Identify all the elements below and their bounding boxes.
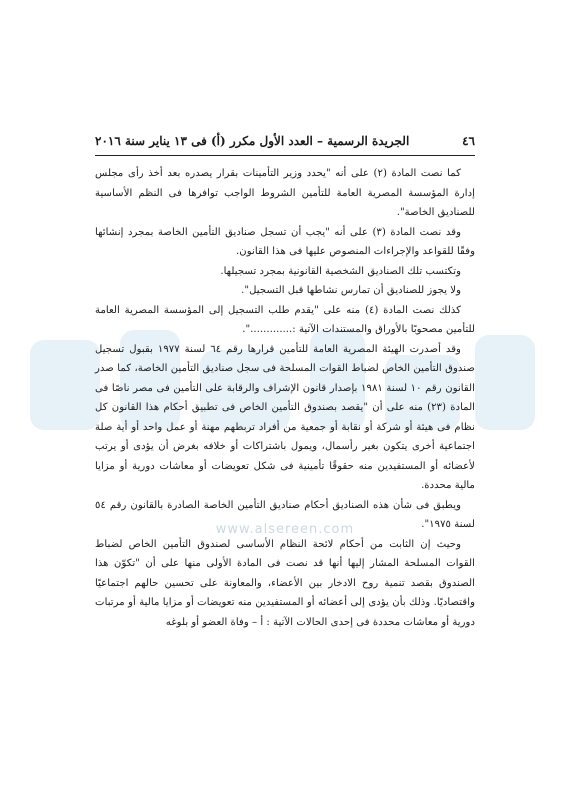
page-number: ٤٦ xyxy=(462,134,475,148)
paragraph: وقد أصدرت الهيئة المصرية العامة للتأمين قرارها رقم ٦٤ لسنة ١٩٧٧ بقبول تسجيل صندوق التأمين الخاص لضباط القوات المسلحة فى سجل صناديق التأمين الخاصة، كما صدر القانون رقم ١٠ لسنة ١٩٨١ بإصدار قانون الإشراف والرقابة على التأمين فى مصر ناصًا فى المادة (٢٣) منه على أن "يقصد بصندوق التأمين الخاص فى تطبيق أحكام هذا القانون كل نظام فى هيئة أو شركة أو نقابة أو جمعية من أفراد تربطهم مهنة أو عمل واحد أو أية صلة اجتماعية أخرى يتكون بغير رأسمال، ويمول باشتراكات أو خلافه بغرض أن يؤدى أو يرتب لأعضائه أو المستفيدين منه حقوقًا تأمينية فى شكل تعويضات أو معاشات دورية أو مزايا مالية محددة. xyxy=(95,343,475,491)
paragraph: ولا يجوز للصناديق أن تمارس نشاطها قبل التسجيل". xyxy=(241,285,461,296)
paragraph: كذلك نصت المادة (٤) منه على "يقدم طلب التسجيل إلى المؤسسة المصرية العامة للتأمين مصحوبًا بالأوراق والمستندات الآتية :.............". xyxy=(95,304,475,335)
body-text xyxy=(95,164,475,632)
paragraph: وقد نصت المادة (٣) على أنه "يجب أن تسجل صناديق التأمين الخاصة بمجرد إنشائها وفقًا للقواعد والإجراءات المنصوص عليها فى هذا القانون. xyxy=(95,226,475,257)
gazette-title: الجريدة الرسمية – العدد الأول مكرر (أ) فى ١٣ يناير سنة ٢٠١٦ xyxy=(95,134,410,148)
paragraph: كما نصت المادة (٢) على أنه "يحدد وزير التأمينات بقرار يصدره بعد أخذ رأى مجلس إدارة المؤسسة المصرية العامة للتأمين الشروط الواجب توافرها فى النظم الأساسية للصناديق الخاصة". xyxy=(95,168,475,218)
paragraph: وحيث إن الثابت من أحكام لائحة النظام الأساسى لصندوق التأمين الخاص لضباط القوات المسلحة المشار إليها أنها قد نصت فى المادة الأولى منها على أن "تكوّن هذا الصندوق بقصد تنمية روح الادخار بين الأعضاء، والمعاونة على تحسين حالهم اجتماعيًا واقتصاديًا. وذلك بأن يؤدى إلى أعضائه أو المستفيدين منه تعويضات أو مزايا مالية أو مرتبات دورية أو معاشات محددة فى إحدى الحالات الآتية : أ – وفاة العضو أو بلوغه xyxy=(95,538,475,628)
header-divider xyxy=(95,155,475,156)
watermark-url: www.alsereen.com xyxy=(215,522,355,537)
paragraph: وتكتسب تلك الصناديق الشخصية القانونية بمجرد تسجيلها. xyxy=(220,265,461,277)
page-header xyxy=(95,134,475,154)
paragraph: ويطبق فى شأن هذه الصناديق أحكام صناديق التأمين الخاصة الصادرة بالقانون رقم ٥٤ لسنة ١٩٧٥". xyxy=(95,499,475,530)
